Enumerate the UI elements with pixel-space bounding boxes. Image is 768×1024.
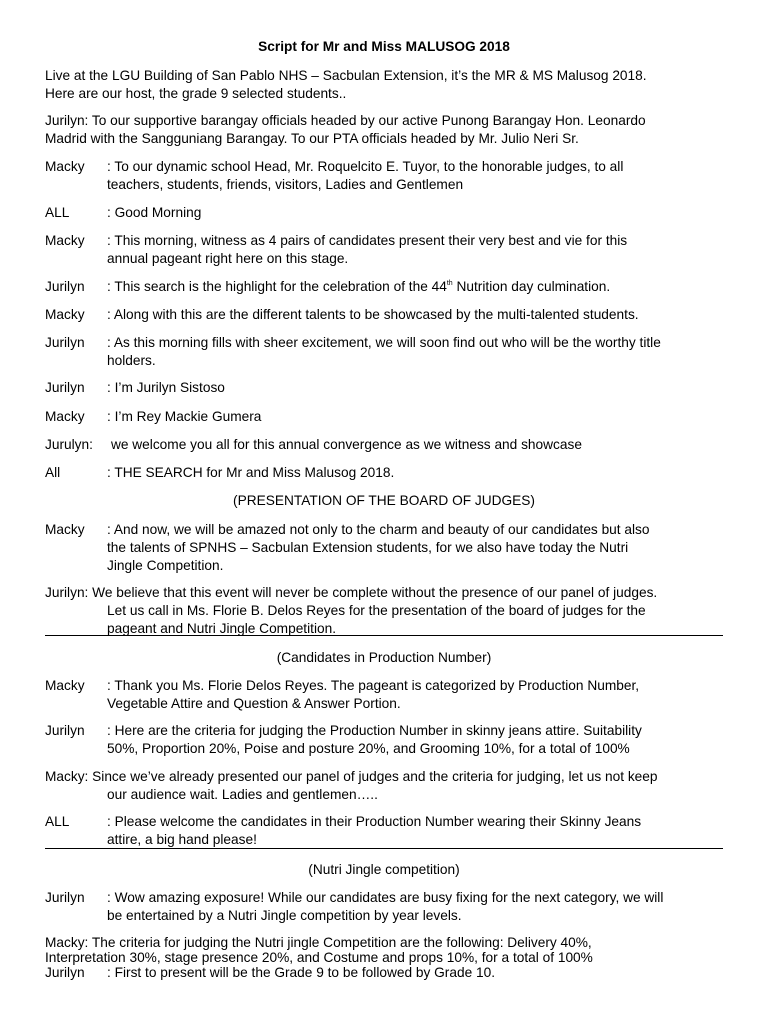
dialogue-text: : As this morning fills with sheer excitement, we will soon find out who will be the worthy title xyxy=(107,335,661,350)
speaker-label: Macky xyxy=(45,678,85,693)
officials-line-1: Jurilyn: To our supportive barangay officials headed by our active Punong Barangay Hon. Leonardo xyxy=(45,113,646,128)
script-line xyxy=(45,677,735,713)
script-line xyxy=(45,204,735,222)
speaker-label: ALL xyxy=(45,205,70,220)
officials-line-2: Madrid with the Sangguniang Barangay. To our PTA officials headed by Mr. Julio Neri Sr. xyxy=(45,131,579,146)
script-line xyxy=(45,464,735,482)
script-line xyxy=(45,935,735,980)
speaker-label: Jurulyn: xyxy=(45,437,93,452)
dialogue-text: Macky: The criteria for judging the Nutri jingle Competition are the following: Delivery 40%, xyxy=(45,935,592,950)
dialogue-text: : Along with this are the different talents to be showcased by the multi-talented students. xyxy=(107,307,639,322)
dialogue-continuation: attire, a big hand please! xyxy=(107,832,257,847)
speaker-label: Jurilyn xyxy=(45,279,85,294)
dialogue-continuation: Jingle Competition. xyxy=(107,558,224,573)
speaker-label: ALL xyxy=(45,814,70,829)
speaker-label: Macky xyxy=(45,307,85,322)
dialogue-text-part-b: Nutrition day culmination. xyxy=(452,279,611,294)
dialogue-text: Interpretation 30%, stage presence 20%, and Costume and props 10%, for a total of 100% xyxy=(45,950,593,965)
speaker-label: All xyxy=(45,465,61,480)
script-line xyxy=(45,306,735,324)
script-line xyxy=(45,232,735,268)
intro-line-1: Live at the LGU Building of San Pablo NHS – Sacbulan Extension, it’s the MR & MS Malusog 2018. xyxy=(45,68,647,83)
dialogue-text: : This morning, witness as 4 pairs of candidates present their very best and vie for this xyxy=(107,233,628,248)
script-line xyxy=(45,889,735,925)
dialogue-text-part-a: : This search is the highlight for the celebration of the 44 xyxy=(107,279,447,294)
dialogue-text: : I’m Jurilyn Sistoso xyxy=(107,380,225,395)
dialogue-text: : Please welcome the candidates in their Production Number wearing their Skinny Jeans xyxy=(107,814,642,829)
script-line xyxy=(45,521,735,575)
dialogue-text: : To our dynamic school Head, Mr. Roquelcito E. Tuyor, to the honorable judges, to all xyxy=(107,159,624,174)
intro-paragraph xyxy=(45,67,735,103)
speaker-label: Jurilyn xyxy=(45,723,85,738)
dialogue-continuation: annual pageant right here on this stage. xyxy=(107,251,349,266)
dialogue-text: : Wow amazing exposure! While our candidates are busy fixing for the next category, we will xyxy=(107,890,664,905)
dialogue-text: we welcome you all for this annual convergence as we witness and showcase xyxy=(111,437,582,452)
speaker-label: Macky xyxy=(45,522,85,537)
speaker-label: Macky xyxy=(45,159,85,174)
section-heading-candidates: (Candidates in Production Number) xyxy=(276,650,492,665)
dialogue-text: : THE SEARCH for Mr and Miss Malusog 2018. xyxy=(107,465,395,480)
section-divider xyxy=(45,635,723,636)
script-line xyxy=(45,584,735,638)
section-divider xyxy=(45,848,723,849)
dialogue-continuation: Vegetable Attire and Question & Answer Portion. xyxy=(107,696,401,711)
jurilyn-officials-paragraph xyxy=(45,112,735,148)
speaker-label: Jurilyn xyxy=(45,965,85,980)
script-line xyxy=(45,436,735,454)
dialogue-text: : Here are the criteria for judging the Production Number in skinny jeans attire. Suitability xyxy=(107,723,642,738)
intro-line-2: Here are our host, the grade 9 selected students.. xyxy=(45,86,347,101)
dialogue-continuation: 50%, Proportion 20%, Poise and posture 20%, and Grooming 10%, for a total of 100% xyxy=(107,741,630,756)
script-line xyxy=(45,813,735,849)
ordinal-superscript: th xyxy=(446,280,453,287)
dialogue-text: : I’m Rey Mackie Gumera xyxy=(107,409,262,424)
dialogue-text: : And now, we will be amazed not only to the charm and beauty of our candidates but also xyxy=(107,522,650,537)
dialogue-continuation: Let us call in Ms. Florie B. Delos Reyes for the presentation of the board of judges for the xyxy=(107,603,646,618)
speaker-label: Macky xyxy=(45,233,85,248)
script-line xyxy=(45,379,735,397)
speaker-label: Jurilyn xyxy=(45,380,85,395)
dialogue-text xyxy=(107,278,610,296)
script-line xyxy=(45,158,735,194)
script-line xyxy=(45,768,735,804)
dialogue-continuation: pageant and Nutri Jingle Competition. xyxy=(107,621,337,636)
dialogue-text: Macky: Since we’ve already presented our panel of judges and the criteria for judging, let us not keep xyxy=(45,769,658,784)
speaker-label: Jurilyn xyxy=(45,890,85,905)
script-line xyxy=(45,278,735,296)
speaker-label: Jurilyn xyxy=(45,335,85,350)
dialogue-continuation: teachers, students, friends, visitors, Ladies and Gentlemen xyxy=(107,177,464,192)
dialogue-text: : Good Morning xyxy=(107,205,202,220)
dialogue-text: Jurilyn: We believe that this event will never be complete without the presence of our panel of judges. xyxy=(45,585,658,600)
dialogue-continuation: be entertained by a Nutri Jingle competition by year levels. xyxy=(107,908,462,923)
section-heading-jingle: (Nutri Jingle competition) xyxy=(308,862,460,877)
dialogue-text: : Thank you Ms. Florie Delos Reyes. The pageant is categorized by Production Number, xyxy=(107,678,640,693)
speaker-label: Macky xyxy=(45,409,85,424)
dialogue-text: : First to present will be the Grade 9 to be followed by Grade 10. xyxy=(107,965,496,980)
section-heading-judges: (PRESENTATION OF THE BOARD OF JUDGES) xyxy=(233,493,535,508)
script-line xyxy=(45,334,735,370)
script-line xyxy=(45,408,735,426)
script-line xyxy=(45,722,735,758)
dialogue-continuation: the talents of SPNHS – Sacbulan Extension students, for we also have today the Nutri xyxy=(107,540,629,555)
dialogue-continuation: holders. xyxy=(107,353,156,368)
dialogue-continuation: our audience wait. Ladies and gentlemen….. xyxy=(107,787,378,802)
page-title: Script for Mr and Miss MALUSOG 2018 xyxy=(258,39,510,54)
